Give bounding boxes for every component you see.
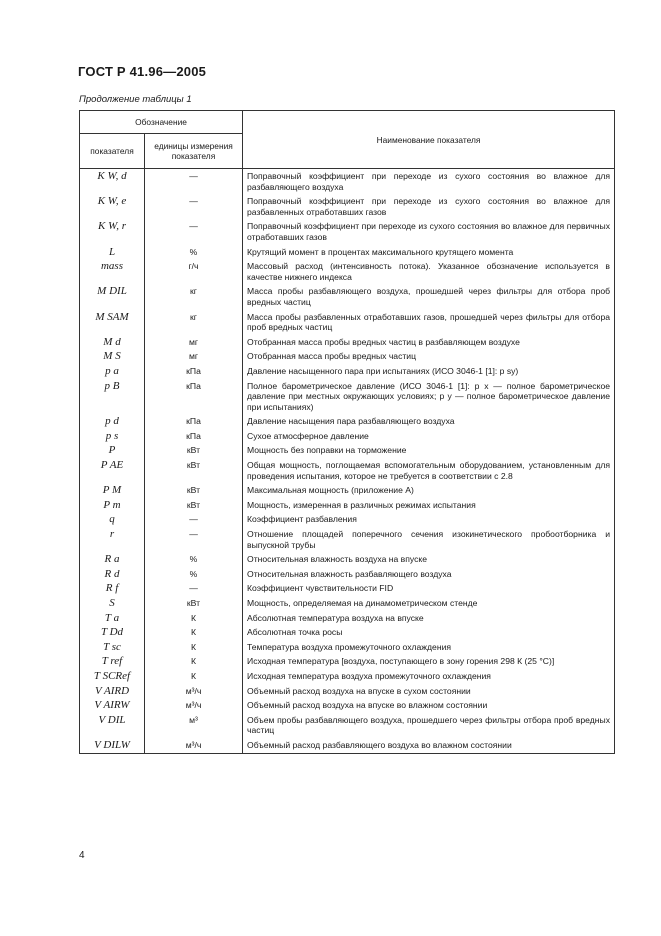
symbol-cell: q bbox=[80, 512, 145, 527]
symbol-cell: V DILW bbox=[80, 738, 145, 753]
symbol-cell: S bbox=[80, 596, 145, 611]
table-row bbox=[80, 335, 615, 350]
description-cell: Поправочный коэффициент при переходе из сухого состояния во влажное для разбавляющего воздуха bbox=[243, 169, 615, 195]
description-cell: Давление насыщения пара разбавляющего воздуха bbox=[243, 414, 615, 429]
description-cell: Мощность, измеренная в различных режимах испытания bbox=[243, 498, 615, 513]
symbol-cell: P AE bbox=[80, 458, 145, 483]
unit-cell: кВт bbox=[145, 483, 243, 498]
table-row bbox=[80, 284, 615, 309]
unit-cell: г/ч bbox=[145, 259, 243, 284]
description-cell: Объемный расход воздуха на впуске в сухом состоянии bbox=[243, 684, 615, 699]
symbol-cell: K W, e bbox=[80, 194, 145, 219]
table-row bbox=[80, 654, 615, 669]
description-cell: Относительная влажность разбавляющего воздуха bbox=[243, 567, 615, 582]
symbol-cell: T Dd bbox=[80, 625, 145, 640]
symbol-cell: P M bbox=[80, 483, 145, 498]
symbol-cell: R d bbox=[80, 567, 145, 582]
unit-cell: кг bbox=[145, 310, 243, 335]
unit-cell: м³/ч bbox=[145, 684, 243, 699]
unit-cell: — bbox=[145, 581, 243, 596]
table-row bbox=[80, 625, 615, 640]
table-row bbox=[80, 596, 615, 611]
description-cell: Объемный расход воздуха на впуске во влажном состоянии bbox=[243, 698, 615, 713]
table-row bbox=[80, 552, 615, 567]
unit-cell: кг bbox=[145, 284, 243, 309]
table-row bbox=[80, 245, 615, 260]
table-row bbox=[80, 527, 615, 552]
table-row bbox=[80, 219, 615, 244]
symbol-cell: M DIL bbox=[80, 284, 145, 309]
symbol-cell: P bbox=[80, 443, 145, 458]
table-caption: Продолжение таблицы 1 bbox=[79, 94, 192, 105]
unit-cell: м³/ч bbox=[145, 698, 243, 713]
description-cell: Масса пробы разбавленных отработавших газов, прошедшей через фильтры для отбора проб вредных частиц bbox=[243, 310, 615, 335]
description-cell: Массовый расход (интенсивность потока). Указанное обозначение используется в качестве нижнего индекса bbox=[243, 259, 615, 284]
description-cell: Коэффициент разбавления bbox=[243, 512, 615, 527]
description-cell: Относительная влажность воздуха на впуске bbox=[243, 552, 615, 567]
description-cell: Мощность без поправки на торможение bbox=[243, 443, 615, 458]
table-row bbox=[80, 310, 615, 335]
symbol-cell: R f bbox=[80, 581, 145, 596]
description-cell: Поправочный коэффициент при переходе из сухого состояния во влажное для разбавленных отработавших газов bbox=[243, 194, 615, 219]
table-row bbox=[80, 443, 615, 458]
table-row bbox=[80, 669, 615, 684]
table-row bbox=[80, 738, 615, 753]
table-row bbox=[80, 684, 615, 699]
table-row bbox=[80, 483, 615, 498]
table-row bbox=[80, 414, 615, 429]
table-row bbox=[80, 567, 615, 582]
description-cell: Объем пробы разбавляющего воздуха, прошедшего через фильтры отбора проб вредных частиц bbox=[243, 713, 615, 738]
description-cell: Исходная температура [воздуха, поступающего в зону горения 298 К (25 °С)] bbox=[243, 654, 615, 669]
symbol-cell: T SCRef bbox=[80, 669, 145, 684]
unit-cell: К bbox=[145, 640, 243, 655]
table-row bbox=[80, 698, 615, 713]
table-body bbox=[80, 169, 615, 754]
table-row bbox=[80, 458, 615, 483]
designation-header: Обозначение bbox=[80, 111, 243, 134]
symbol-cell: P m bbox=[80, 498, 145, 513]
table-row bbox=[80, 611, 615, 626]
description-cell: Объемный расход разбавляющего воздуха во влажном состоянии bbox=[243, 738, 615, 753]
unit-cell: м³ bbox=[145, 713, 243, 738]
unit-cell: % bbox=[145, 245, 243, 260]
description-cell: Температура воздуха промежуточного охлаждения bbox=[243, 640, 615, 655]
unit-cell: м³/ч bbox=[145, 738, 243, 753]
description-cell: Полное барометрическое давление (ИСО 3046-1 [1]: p x — полное барометрическое давление при местных окружающих условиях; p y — полное барометрическое давление при испытаниях) bbox=[243, 379, 615, 415]
table-row bbox=[80, 713, 615, 738]
description-cell: Абсолютная точка росы bbox=[243, 625, 615, 640]
units-header: единицы измерения показателя bbox=[145, 134, 243, 169]
unit-cell: — bbox=[145, 219, 243, 244]
symbol-cell: V AIRW bbox=[80, 698, 145, 713]
name-header: Наименование показателя bbox=[243, 111, 615, 169]
unit-cell: кВт bbox=[145, 596, 243, 611]
description-cell: Общая мощность, поглощаемая вспомогательным оборудованием, установленным для проведения испытания, которое не требуется в соответствии с 2.8 bbox=[243, 458, 615, 483]
description-cell: Мощность, определяемая на динамометрическом стенде bbox=[243, 596, 615, 611]
unit-cell: % bbox=[145, 567, 243, 582]
unit-cell: кВт bbox=[145, 458, 243, 483]
symbol-cell: V AIRD bbox=[80, 684, 145, 699]
unit-cell: К bbox=[145, 654, 243, 669]
description-cell: Сухое атмосферное давление bbox=[243, 429, 615, 444]
symbol-cell: R a bbox=[80, 552, 145, 567]
table-row bbox=[80, 259, 615, 284]
description-cell: Давление насыщенного пара при испытаниях (ИСО 3046-1 [1]: p sy) bbox=[243, 364, 615, 379]
unit-cell: кПа bbox=[145, 364, 243, 379]
table-row bbox=[80, 349, 615, 364]
symbol-cell: p B bbox=[80, 379, 145, 415]
unit-cell: кПа bbox=[145, 379, 243, 415]
document-header: ГОСТ Р 41.96—2005 bbox=[78, 64, 207, 79]
description-cell: Поправочный коэффициент при переходе из сухого состояния во влажное для первичных отработавших газов bbox=[243, 219, 615, 244]
unit-cell: — bbox=[145, 512, 243, 527]
indicator-header: показателя bbox=[80, 134, 145, 169]
symbols-table bbox=[79, 110, 615, 754]
table-row bbox=[80, 169, 615, 195]
table-row bbox=[80, 379, 615, 415]
symbol-cell: p a bbox=[80, 364, 145, 379]
symbol-cell: mass bbox=[80, 259, 145, 284]
unit-cell: мг bbox=[145, 349, 243, 364]
description-cell: Масса пробы разбавляющего воздуха, прошедшей через фильтры для отбора проб вредных частиц bbox=[243, 284, 615, 309]
unit-cell: кПа bbox=[145, 429, 243, 444]
symbol-cell: T ref bbox=[80, 654, 145, 669]
symbol-cell: M S bbox=[80, 349, 145, 364]
unit-cell: кПа bbox=[145, 414, 243, 429]
table-row bbox=[80, 498, 615, 513]
symbol-cell: V DIL bbox=[80, 713, 145, 738]
table-row bbox=[80, 194, 615, 219]
table-row bbox=[80, 640, 615, 655]
symbol-cell: p s bbox=[80, 429, 145, 444]
unit-cell: мг bbox=[145, 335, 243, 350]
symbol-cell: p d bbox=[80, 414, 145, 429]
table-row bbox=[80, 364, 615, 379]
symbol-cell: K W, r bbox=[80, 219, 145, 244]
description-cell: Исходная температура воздуха промежуточного охлаждения bbox=[243, 669, 615, 684]
unit-cell: К bbox=[145, 625, 243, 640]
table-row bbox=[80, 512, 615, 527]
unit-cell: % bbox=[145, 552, 243, 567]
symbol-cell: T sc bbox=[80, 640, 145, 655]
page-number: 4 bbox=[79, 850, 85, 861]
unit-cell: — bbox=[145, 527, 243, 552]
symbol-cell: M d bbox=[80, 335, 145, 350]
unit-cell: К bbox=[145, 669, 243, 684]
table-row bbox=[80, 581, 615, 596]
symbol-cell: L bbox=[80, 245, 145, 260]
description-cell: Крутящий момент в процентах максимального крутящего момента bbox=[243, 245, 615, 260]
description-cell: Максимальная мощность (приложение А) bbox=[243, 483, 615, 498]
description-cell: Отобранная масса пробы вредных частиц в разбавляющем воздухе bbox=[243, 335, 615, 350]
unit-cell: кВт bbox=[145, 443, 243, 458]
symbol-cell: K W, d bbox=[80, 169, 145, 195]
unit-cell: — bbox=[145, 194, 243, 219]
symbol-cell: T a bbox=[80, 611, 145, 626]
description-cell: Отобранная масса пробы вредных частиц bbox=[243, 349, 615, 364]
description-cell: Абсолютная температура воздуха на впуске bbox=[243, 611, 615, 626]
unit-cell: К bbox=[145, 611, 243, 626]
unit-cell: кВт bbox=[145, 498, 243, 513]
unit-cell: — bbox=[145, 169, 243, 195]
description-cell: Коэффициент чувствительности FID bbox=[243, 581, 615, 596]
symbol-cell: M SAM bbox=[80, 310, 145, 335]
description-cell: Отношение площадей поперечного сечения изокинетического пробоотборника и выпускной трубы bbox=[243, 527, 615, 552]
symbol-cell: r bbox=[80, 527, 145, 552]
table-row bbox=[80, 429, 615, 444]
